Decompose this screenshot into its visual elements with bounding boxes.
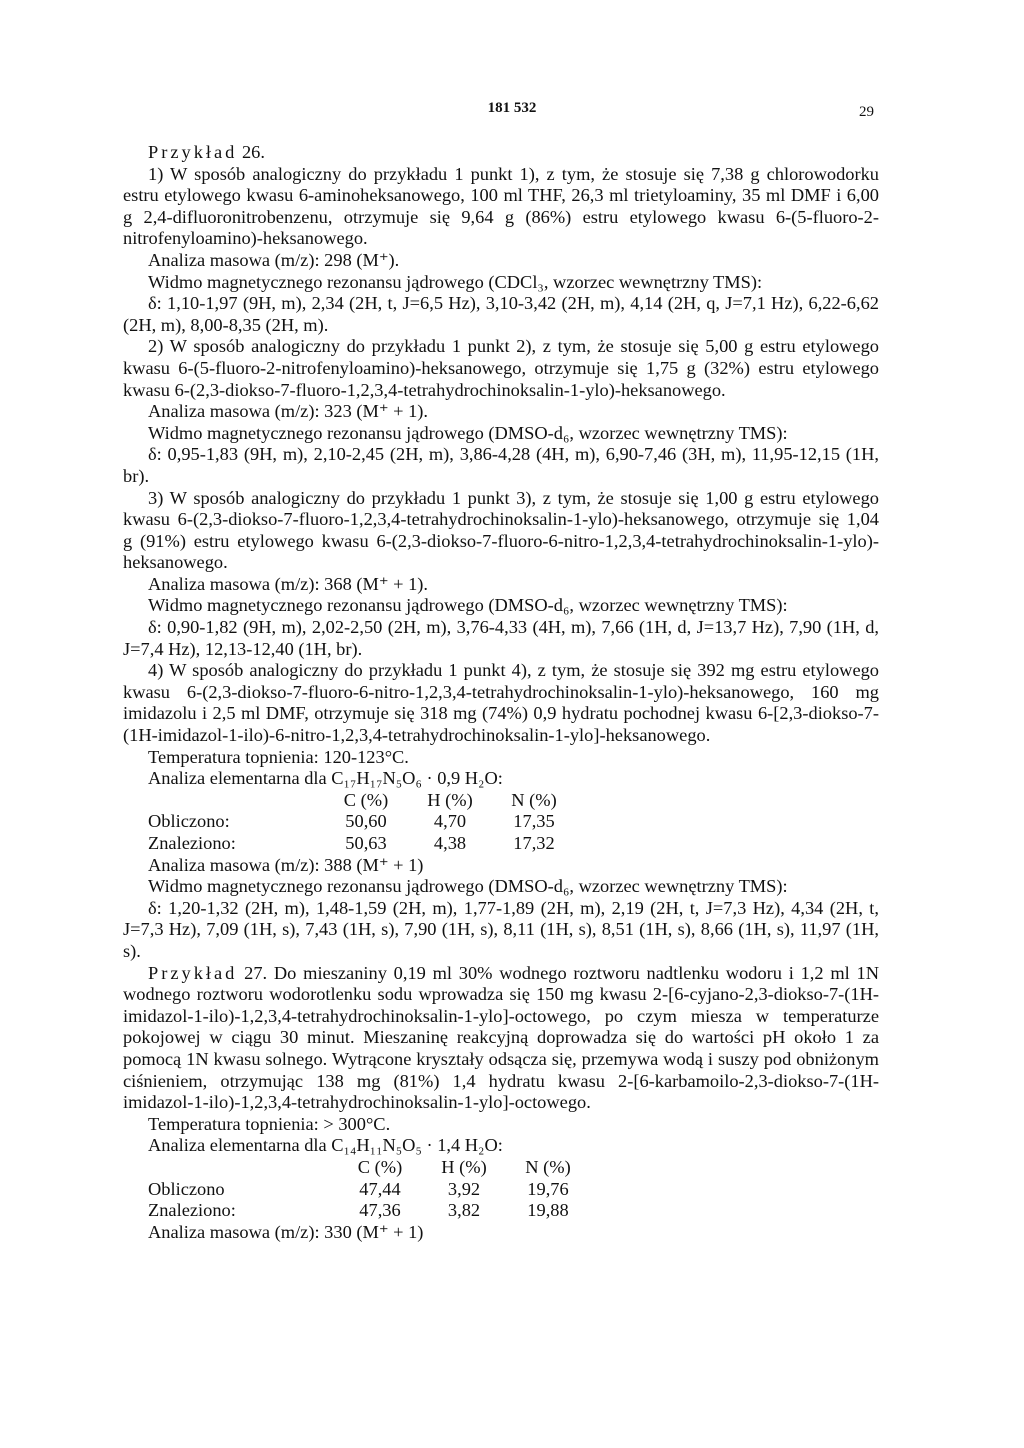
row-label: Obliczono: (148, 811, 230, 832)
example-27-elemental-table (148, 1157, 590, 1222)
example-26-step-3-nmr-heading: Widmo magnetycznego rezonansu jądrowego (DMSO-d₆, wzorzec wewnętrzny TMS): (148, 595, 788, 616)
table-row (148, 833, 576, 855)
page-number: 29 (859, 104, 874, 120)
example-26-step-2-ms: Analiza masowa (m/z): 323 (M⁺ + 1). (148, 401, 429, 422)
table-row (148, 811, 576, 833)
table-cell: 4,38 (433, 833, 467, 853)
table-row (148, 1179, 590, 1201)
document-body (123, 142, 879, 1243)
example-26-elemental-table (148, 790, 576, 855)
example-26-step-2-nmr: δ: 0,95-1,83 (9H, m), 2,10-2,45 (2H, m), 3,86-4,28 (4H, m), 6,90-7,46 (3H, m), 11,95-12,15 (1H, br). (123, 444, 879, 486)
table-header: H (%) (441, 1156, 487, 1177)
example-26-step-2: 2) W sposób analogiczny do przykładu 1 punkt 2), z tym, że stosuje się 5,00 g estru etylowego kwasu 6-(5-fluoro-2-nitrofenyloamino)-heksanowego, otrzymuje się 1,75 g (32%) estru etylowego kwasu 6-(2,3-diokso-7-fluoro-1,2,3,4-tetrahydrochinoksalin-1-ylo)-heksanowego. (123, 336, 879, 400)
table-header-row (148, 790, 576, 812)
example-26-step-4-ms: Analiza masowa (m/z): 388 (M⁺ + 1) (148, 854, 424, 875)
table-header: N (%) (525, 1156, 571, 1177)
row-label: Znaleziono: (148, 833, 236, 853)
example-26-step-1-ms: Analiza masowa (m/z): 298 (M⁺). (148, 249, 400, 270)
example-26-number: 26. (241, 142, 265, 162)
table-cell: 17,32 (513, 833, 555, 853)
example-27-melting-point: Temperatura topnienia: > 300°C. (148, 1113, 391, 1134)
table-cell: 47,36 (359, 1200, 401, 1221)
table-header: C (%) (343, 789, 389, 810)
example-26-step-4-melting-point: Temperatura topnienia: 120-123°C. (148, 746, 409, 767)
table-header: N (%) (511, 789, 557, 810)
table-row (148, 1200, 590, 1222)
table-header-row (148, 1157, 590, 1179)
example-26-step-1-nmr: δ: 1,10-1,97 (9H, m), 2,34 (2H, t, J=6,5 Hz), 3,10-3,42 (2H, m), 4,14 (2H, q, J=7,1 Hz), 6,22-6,62 (2H, m), 8,00-8,35 (2H, m). (123, 293, 879, 335)
document-number: 181 532 (487, 100, 537, 116)
row-label: Znaleziono: (148, 1200, 236, 1221)
table-cell: 47,44 (359, 1178, 401, 1199)
row-label: Obliczono (148, 1178, 225, 1199)
example-27-title: Przykład (148, 962, 238, 983)
table-cell: 50,60 (345, 811, 387, 832)
example-26-heading (123, 142, 879, 164)
example-26-step-3: 3) W sposób analogiczny do przykładu 1 punkt 3), z tym, że stosuje się 1,00 g estru etylowego kwasu 6-(2,3-diokso-7-fluoro-1,2,3,4-tetrahydrochinoksalin-1-ylo)-heksanowego, otrzymuje się 1,04 g (91%) estru etylowego kwasu 6-(2,3-diokso-7-fluoro-6-nitro-1,2,3,4-tetrahydrochinoksalin-1-ylo)-heksanowego. (123, 487, 879, 573)
example-27-ms: Analiza masowa (m/z): 330 (M⁺ + 1) (148, 1221, 424, 1242)
table-header: C (%) (357, 1156, 403, 1177)
example-26-step-2-nmr-heading: Widmo magnetycznego rezonansu jądrowego (DMSO-d₆, wzorzec wewnętrzny TMS): (148, 422, 788, 443)
example-26-step-3-nmr: δ: 0,90-1,82 (9H, m), 2,02-2,50 (2H, m), 3,76-4,33 (4H, m), 7,66 (1H, d, J=13,7 Hz), 7,90 (1H, d, J=7,4 Hz), 12,13-12,40 (1H, br). (123, 617, 879, 659)
example-26-step-4-nmr: δ: 1,20-1,32 (2H, m), 1,48-1,59 (2H, m), 1,77-1,89 (2H, m), 2,19 (2H, t, J=7,3 Hz), 4,34 (2H, t, J=7,3 Hz), 7,09 (1H, s), 7,43 (1H, s), 7,90 (1H, s), 8,11 (1H, s), 8,51 (1H, s), 8,66 (1H, s), 11,97 (1H, s). (123, 897, 879, 961)
example-26-step-4-nmr-heading: Widmo magnetycznego rezonansu jądrowego (DMSO-d₆, wzorzec wewnętrzny TMS): (148, 876, 788, 897)
table-cell: 3,82 (447, 1200, 481, 1221)
example-27-ea-heading: Analiza elementarna dla C₁₄H₁₁N₅O₅ · 1,4 H₂O: (148, 1135, 503, 1156)
example-27-paragraph (123, 963, 879, 1114)
table-cell: 3,92 (447, 1178, 481, 1199)
table-cell: 50,63 (345, 833, 387, 853)
table-cell: 17,35 (513, 811, 555, 832)
example-27-text: Do mieszaniny 0,19 ml 30% wodnego roztworu nadtlenku wodoru i 1,2 ml 1N wodnego roztworu wodorotlenku sodu wprowadza się 150 mg kwasu 2-[6-cyjano-2,3-diokso-7-(1H-imidazol-1-ilo)-1,2,3,4-tetrahydrochinoksalin-1-ylo]-octowego, po czym miesza w temperaturze pokojowej w ciągu 30 minut. Mieszaninę reakcyjną doprowadza się do wartości pH około 1 za pomocą 1N kwasu solnego. Wytrącone kryształy odsącza się, przemywa wodą i suszy pod obniżonym ciśnieniem, otrzymując 138 mg (81%) 1,4 hydratu kwasu 2-[6-karbamoilo-2,3-diokso-7-(1H-imidazol-1-ilo)-1,2,3,4-tetrahydrochinoksalin-1-ylo]-octowego. (123, 962, 879, 1113)
example-26-title: Przykład (148, 142, 238, 162)
example-26-step-4: 4) W sposób analogiczny do przykładu 1 punkt 4), z tym, że stosuje się 392 mg estru etylowego kwasu 6-(2,3-diokso-7-fluoro-6-nitro-1,2,3,4-tetrahydrochinoksalin-1-ylo)-heksanowego, 160 mg imidazolu i 2,5 ml DMF, otrzymuje się 318 mg (74%) 0,9 hydratu pochodnej kwasu 6-[2,3-diokso-7-(1H-imidazol-1-ilo)-6-nitro-1,2,3,4-tetrahydrochinoksalin-1-ylo]-heksanowego. (123, 660, 879, 746)
table-cell: 4,70 (433, 811, 467, 832)
table-header: H (%) (427, 789, 473, 810)
example-26-step-3-ms: Analiza masowa (m/z): 368 (M⁺ + 1). (148, 573, 429, 594)
example-26-step-1: 1) W sposób analogiczny do przykładu 1 punkt 1), z tym, że stosuje się 7,38 g chlorowodorku estru etylowego kwasu 6-aminoheksanowego, 100 ml THF, 26,3 ml trietyloaminy, 35 ml DMF i 6,00 g 2,4-difluoronitrobenzenu, otrzymuje się 9,64 g (86%) estru etylowego kwasu 6-(5-fluoro-2-nitrofenyloamino)-heksanowego. (123, 163, 879, 249)
table-cell: 19,88 (527, 1200, 569, 1221)
example-26-step-4-ea-heading: Analiza elementarna dla C₁₇H₁₇N₅O₆ · 0,9 H₂O: (148, 768, 503, 789)
example-27-number: 27. (244, 962, 268, 983)
example-26-step-1-nmr-heading: Widmo magnetycznego rezonansu jądrowego (CDCl₃, wzorzec wewnętrzny TMS): (148, 271, 763, 292)
table-cell: 19,76 (527, 1178, 569, 1199)
